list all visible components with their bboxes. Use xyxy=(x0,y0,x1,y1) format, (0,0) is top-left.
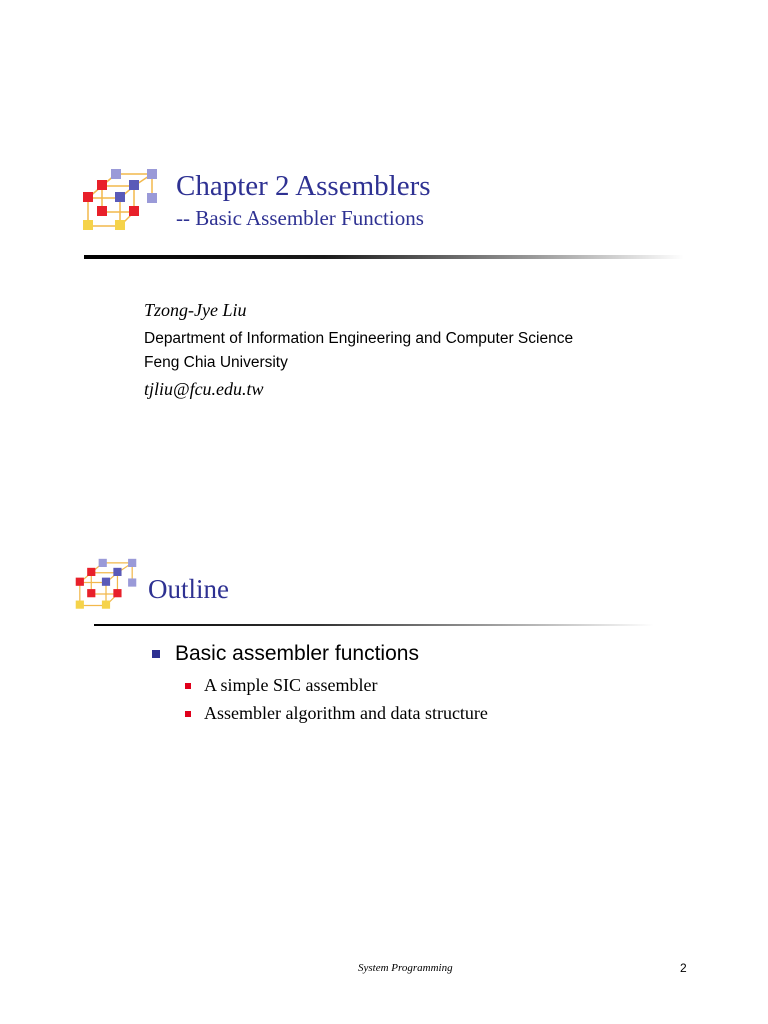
page-number: 2 xyxy=(680,961,687,975)
department: Department of Information Engineering and Computer Science xyxy=(144,330,574,347)
footer-course: System Programming xyxy=(358,962,453,974)
slide-subtitle: -- Basic Assembler Functions xyxy=(176,206,424,230)
square-bullet-icon xyxy=(185,711,191,717)
author-email: tjliu@fcu.edu.tw xyxy=(144,379,264,399)
square-bullet-icon xyxy=(185,683,191,689)
cube-logo-icon xyxy=(80,168,160,234)
bullet-text: Basic assembler functions xyxy=(175,642,419,665)
subbullet-text: Assembler algorithm and data structure xyxy=(204,703,488,723)
university: Feng Chia University xyxy=(144,354,288,371)
list-item xyxy=(185,675,378,696)
subbullet-text: A simple SIC assembler xyxy=(204,675,378,695)
slide-title: Chapter 2 Assemblers xyxy=(176,170,431,202)
outline-divider xyxy=(94,624,654,626)
title-divider xyxy=(84,255,684,259)
list-item xyxy=(152,642,419,666)
square-bullet-icon xyxy=(152,650,160,658)
list-item xyxy=(185,703,488,724)
author-name: Tzong-Jye Liu xyxy=(144,300,247,320)
outline-title: Outline xyxy=(148,574,229,604)
cube-logo-icon xyxy=(70,558,142,612)
